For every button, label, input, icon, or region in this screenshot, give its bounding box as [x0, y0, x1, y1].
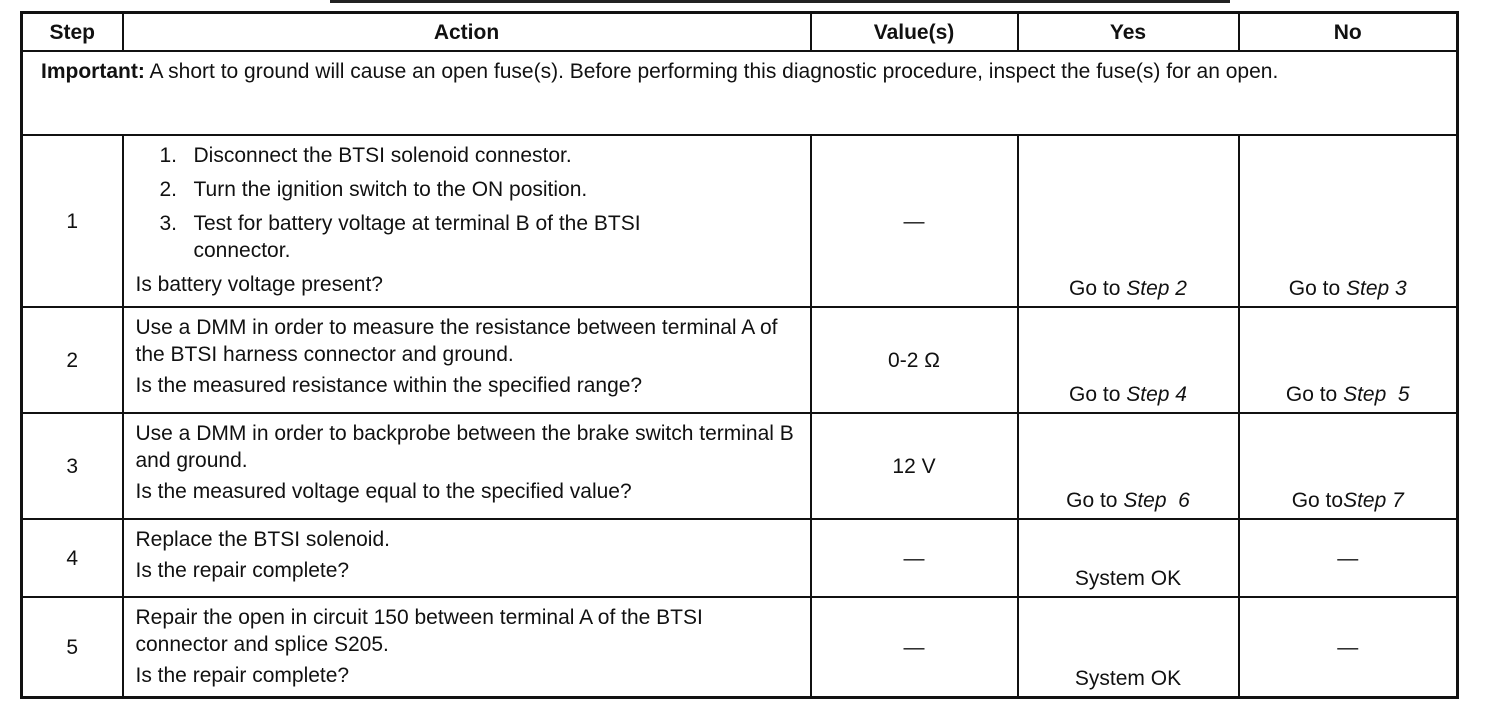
step-number: 4 — [22, 519, 123, 597]
step-number: 1 — [22, 135, 123, 307]
list-item — [136, 176, 800, 203]
list-item-text: Disconnect the BTSI solenoid connestor. — [193, 144, 572, 167]
no-cell — [1239, 135, 1458, 307]
no-cell: — — [1239, 519, 1458, 597]
action-question: Is battery voltage present? — [135, 273, 383, 296]
action-cell — [123, 519, 811, 597]
no-step-link: Step 7 — [1343, 489, 1404, 512]
diagnostic-table — [20, 11, 1459, 699]
no-cell — [1239, 413, 1458, 519]
action-list — [136, 142, 800, 264]
value-cell: 0-2 Ω — [811, 307, 1018, 413]
action-cell — [123, 307, 811, 413]
value-cell: — — [811, 597, 1018, 698]
table-row — [22, 413, 1458, 519]
header-step: Step — [22, 13, 123, 52]
yes-cell: System OK — [1018, 519, 1239, 597]
header-values: Value(s) — [811, 13, 1018, 52]
header-row — [22, 13, 1458, 52]
top-rule — [330, 0, 1230, 3]
list-item-text: Turn the ignition switch to the ON position. — [193, 178, 588, 201]
value-cell: — — [811, 519, 1018, 597]
list-item-number: 2. — [159, 178, 178, 201]
yes-cell — [1018, 413, 1239, 519]
step-number: 5 — [22, 597, 123, 698]
yes-prefix: Go to — [1069, 277, 1127, 300]
yes-step-link: Step 6 — [1123, 489, 1190, 512]
action-question: Is the repair complete? — [135, 664, 350, 687]
no-prefix: Go to — [1288, 277, 1346, 300]
list-item-number: 3. — [159, 212, 178, 235]
list-item-number: 1. — [159, 144, 178, 167]
list-item-text: Test for battery voltage at terminal B of the BTSI connector. — [193, 212, 641, 262]
yes-prefix: Go to — [1066, 489, 1124, 512]
important-row — [22, 51, 1458, 135]
action-question: Is the measured resistance within the specified range? — [135, 374, 643, 397]
action-question: Is the measured voltage equal to the specified value? — [135, 480, 632, 503]
header-action: Action — [123, 13, 811, 52]
yes-step-link: Step 4 — [1126, 383, 1187, 406]
header-yes: Yes — [1018, 13, 1239, 52]
no-cell: — — [1239, 597, 1458, 698]
no-step-link: Step 5 — [1343, 383, 1410, 406]
value-cell: — — [811, 135, 1018, 307]
important-text: A short to ground will cause an open fuse(s). Before performing this diagnostic procedure, inspect the fuse(s) for an open. — [144, 60, 1279, 83]
action-text: Repair the open in circuit 150 between terminal A of the BTSI connector and splice S205. — [135, 606, 703, 656]
action-cell — [123, 413, 811, 519]
important-label: Important: — [41, 60, 145, 83]
list-item — [136, 142, 800, 169]
no-prefix: Go to — [1285, 383, 1344, 406]
no-step-link: Step 3 — [1345, 277, 1407, 300]
header-no: No — [1239, 13, 1458, 52]
action-cell — [123, 597, 811, 698]
table-row — [22, 519, 1458, 597]
important-note — [22, 51, 1458, 135]
value-cell: 12 V — [811, 413, 1018, 519]
step-number: 3 — [22, 413, 123, 519]
action-cell — [123, 135, 811, 307]
list-item — [136, 210, 800, 264]
yes-cell — [1018, 307, 1239, 413]
table-row — [22, 135, 1458, 307]
action-question: Is the repair complete? — [135, 559, 350, 582]
action-text: Replace the BTSI solenoid. — [135, 528, 390, 551]
table-row — [22, 597, 1458, 698]
no-cell — [1239, 307, 1458, 413]
action-text: Use a DMM in order to backprobe between the brake switch terminal B and ground. — [135, 422, 794, 472]
table-row — [22, 307, 1458, 413]
step-number: 2 — [22, 307, 123, 413]
yes-step-link: Step 2 — [1126, 277, 1187, 300]
yes-cell — [1018, 135, 1239, 307]
no-prefix: Go to — [1291, 489, 1344, 512]
action-text: Use a DMM in order to measure the resistance between terminal A of the BTSI harness connector and ground. — [135, 316, 778, 366]
yes-prefix: Go to — [1069, 383, 1127, 406]
yes-cell: System OK — [1018, 597, 1239, 698]
